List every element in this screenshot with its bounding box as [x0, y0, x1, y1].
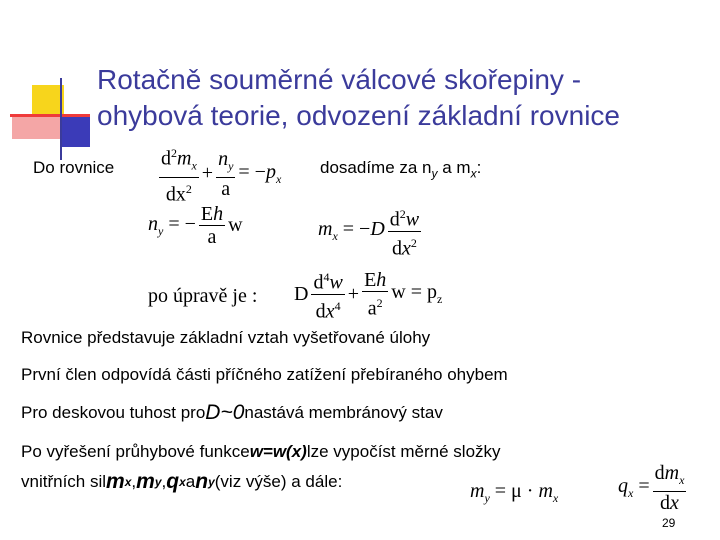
- text-line-5: vnitřních sil m x , m y , q x a n y (viz výše) a dále:: [21, 470, 343, 493]
- substitute-text: dosadíme za $n_y$ a $m_x$:: [320, 158, 482, 181]
- text-line-2: První člen odpovídá části příčného zatížení přebíraného ohybem: [21, 365, 508, 384]
- text-line-4: Po vyřešení průhybové funkce w=w(x) lze vypočíst měrné složky: [21, 442, 501, 461]
- title-line-2: ohybová teorie, odvození základní rovnice: [97, 100, 620, 131]
- equation-1: $\frac{d^2m_x}{dx^2}$ + $\frac{n_y}{a}$ = $-p_x$: [156, 142, 281, 205]
- equation-6: $q_x$ = $\frac{dm_x}{dx}$: [618, 462, 685, 514]
- equation-3: $m_x = -D$ $\frac{d^2w}{dx^2}$: [318, 203, 424, 259]
- deco-blue-square: [62, 117, 90, 147]
- title-line-1: Rotačně souměrné válcové skořepiny -: [97, 64, 582, 95]
- deco-red-square: [12, 115, 67, 139]
- intro-label: Do rovnice: [33, 158, 115, 177]
- text-line-1: Rovnice představuje základní vztah vyšetřované úlohy: [21, 328, 431, 347]
- deco-vertical-line: [60, 78, 62, 160]
- page-number: 29: [662, 516, 676, 530]
- equation-2: $n_y$ = − $\frac{Eh}{a}$ w: [148, 203, 243, 248]
- text-line-3: Pro deskovou tuhost pro D~0 nastává membránový stav: [21, 401, 443, 424]
- equation-5: $m_y = \mu \cdot m_x$: [470, 480, 559, 505]
- equation-4: D $\frac{d^4w}{dx^4}$ + $\frac{Eh}{a^2}$ $w = p_z$: [294, 266, 442, 322]
- slide-title: [97, 62, 707, 134]
- after-edit-label: po úpravě je :: [148, 285, 258, 307]
